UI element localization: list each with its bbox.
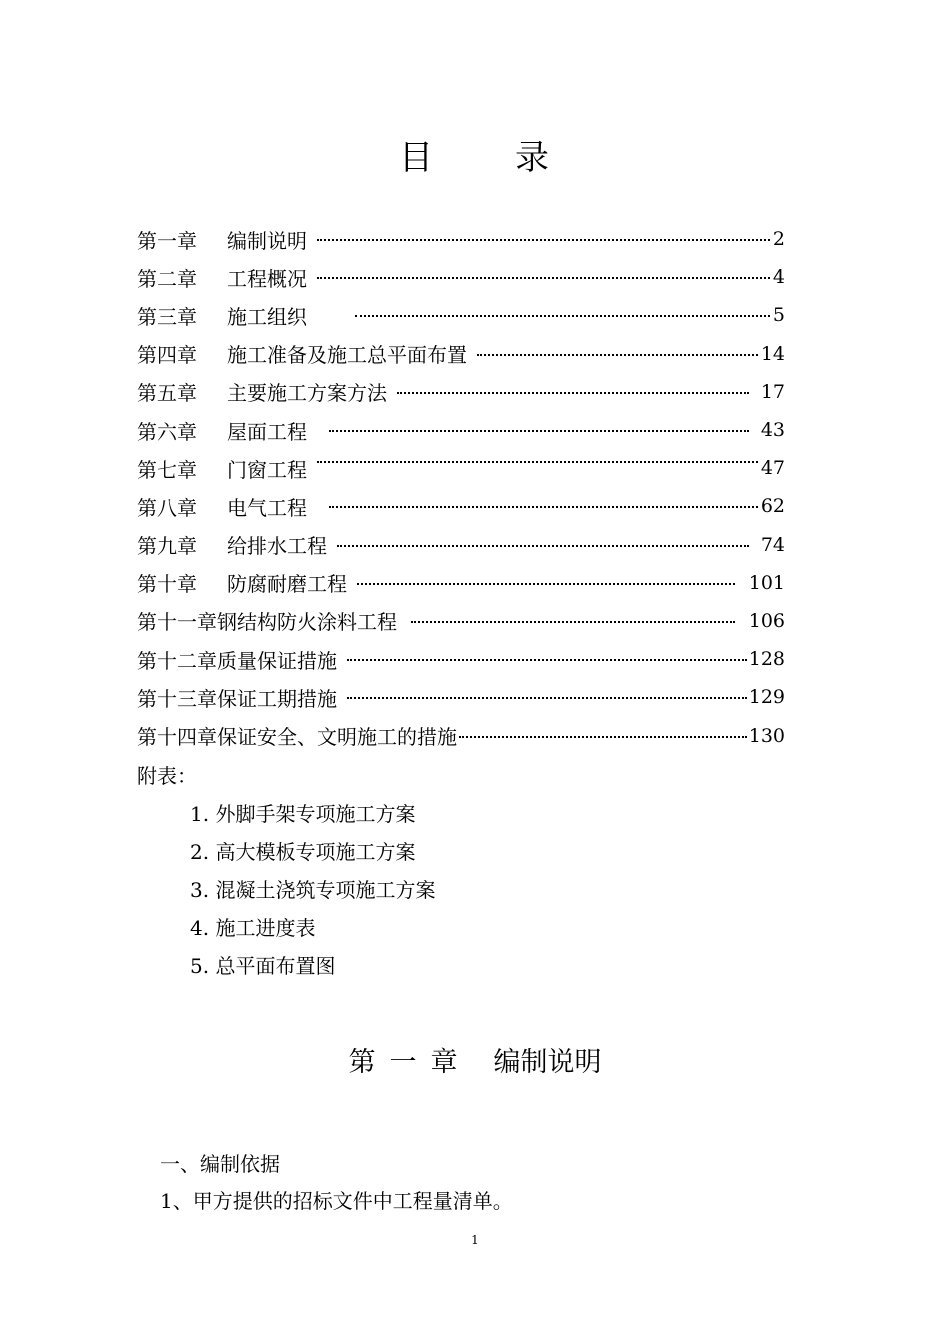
toc-page-number: 43 (760, 419, 785, 442)
toc-leader-dots (357, 583, 735, 585)
toc-chapter-title: 屋面工程 (227, 419, 307, 444)
toc-page-number: 106 (748, 609, 785, 632)
toc-entry[interactable] (137, 335, 785, 373)
toc-page-number: 128 (748, 648, 785, 671)
appendix-item[interactable]: 3. 混凝土浇筑专项施工方案 (190, 877, 436, 902)
toc-leader-dots (347, 659, 747, 661)
toc-entry[interactable] (137, 296, 785, 334)
toc-leader-dots (411, 621, 735, 623)
toc-leader-dots (337, 545, 749, 547)
toc-page-number: 47 (760, 457, 785, 480)
toc-leader-dots (317, 461, 758, 463)
toc-chapter-number: 第九章 (137, 534, 197, 559)
toc-page-number: 62 (760, 495, 785, 518)
toc-chapter-title: 质量保证措施 (217, 648, 337, 673)
toc-leader-dots (397, 392, 749, 394)
toc-entry[interactable] (137, 258, 785, 296)
toc-entry[interactable] (137, 602, 785, 640)
toc-chapter-number: 第七章 (137, 457, 197, 482)
toc-title-char: 录 (515, 138, 551, 178)
appendix-label: 附表： (137, 764, 197, 788)
toc-chapter-number: 第六章 (137, 419, 197, 444)
toc-page-number: 74 (760, 533, 785, 556)
toc-title (0, 130, 950, 179)
toc-page-number: 17 (760, 380, 785, 403)
appendix-list (190, 793, 435, 984)
toc-page-number: 130 (748, 724, 785, 747)
toc-chapter-title: 保证安全、文明施工的措施 (217, 725, 457, 750)
toc-leader-dots (329, 506, 758, 508)
appendix-item[interactable]: 5. 总平面布置图 (190, 954, 336, 979)
toc-chapter-title: 编制说明 (227, 228, 307, 253)
toc-entry[interactable] (137, 449, 785, 487)
toc-page-number: 2 (772, 228, 785, 251)
toc-chapter-title: 保证工期措施 (217, 686, 337, 711)
chapter-number-char: 章 (430, 1047, 458, 1078)
chapter-number-char: 一 (389, 1047, 417, 1078)
toc-title-char: 目 (399, 138, 435, 178)
toc-chapter-number: 第十章 (137, 572, 197, 597)
toc-entry[interactable] (137, 564, 785, 602)
toc-chapter-title: 防腐耐磨工程 (227, 572, 347, 597)
toc-leader-dots (477, 354, 758, 356)
toc-chapter-title: 施工准备及施工总平面布置 (227, 343, 467, 368)
toc-page-number: 101 (748, 571, 785, 594)
toc-leader-dots (317, 277, 770, 279)
toc-chapter-number: 第五章 (137, 381, 197, 406)
toc-entry[interactable] (137, 220, 785, 258)
toc-chapter-title: 工程概况 (227, 266, 307, 291)
toc-chapter-number: 第四章 (137, 343, 197, 368)
toc-entry[interactable] (137, 678, 785, 716)
toc-chapter-number: 第八章 (137, 495, 197, 520)
toc-chapter-number: 第十三章 (137, 686, 217, 711)
toc-chapter-title: 钢结构防火涂料工程 (217, 610, 397, 635)
toc-page-number: 4 (772, 266, 785, 289)
toc-entry[interactable] (137, 526, 785, 564)
toc-chapter-number: 第二章 (137, 266, 197, 291)
toc-chapter-title: 电气工程 (227, 495, 307, 520)
toc-entry[interactable] (137, 716, 785, 754)
chapter-number-char: 第 (348, 1047, 376, 1078)
toc-chapter-title: 主要施工方案方法 (227, 381, 387, 406)
toc-page-number: 5 (772, 304, 785, 327)
toc-leader-dots (317, 239, 770, 241)
toc-chapter-number: 第三章 (137, 304, 197, 329)
toc-list (137, 220, 785, 755)
toc-entry[interactable] (137, 373, 785, 411)
toc-page-number: 129 (748, 686, 785, 709)
toc-page-number: 14 (760, 342, 785, 365)
appendix-item[interactable]: 2. 高大模板专项施工方案 (190, 839, 416, 864)
section-heading: 一、编制依据 (160, 1152, 280, 1176)
chapter-heading (0, 1040, 950, 1079)
toc-chapter-title: 施工组织 (227, 304, 307, 329)
toc-leader-dots (329, 430, 749, 432)
appendix-item[interactable]: 1. 外脚手架专项施工方案 (190, 801, 416, 826)
toc-leader-dots (459, 736, 747, 738)
body-paragraph: 1、甲方提供的招标文件中工程量清单。 (160, 1189, 513, 1213)
toc-entry[interactable] (137, 411, 785, 449)
toc-leader-dots (347, 697, 747, 699)
toc-chapter-number: 第一章 (137, 228, 197, 253)
toc-chapter-title: 门窗工程 (227, 457, 307, 482)
toc-chapter-number: 第十二章 (137, 648, 217, 673)
toc-entry[interactable] (137, 640, 785, 678)
appendix-item[interactable]: 4. 施工进度表 (190, 916, 316, 941)
chapter-number (349, 1047, 472, 1078)
chapter-title: 编制说明 (493, 1047, 602, 1078)
page-number: 1 (471, 1233, 479, 1247)
toc-chapter-number: 第十四章 (137, 725, 217, 750)
toc-chapter-number: 第十一章 (137, 610, 217, 635)
toc-leader-dots (355, 315, 770, 317)
toc-chapter-title: 给排水工程 (227, 534, 327, 559)
toc-entry[interactable] (137, 487, 785, 525)
